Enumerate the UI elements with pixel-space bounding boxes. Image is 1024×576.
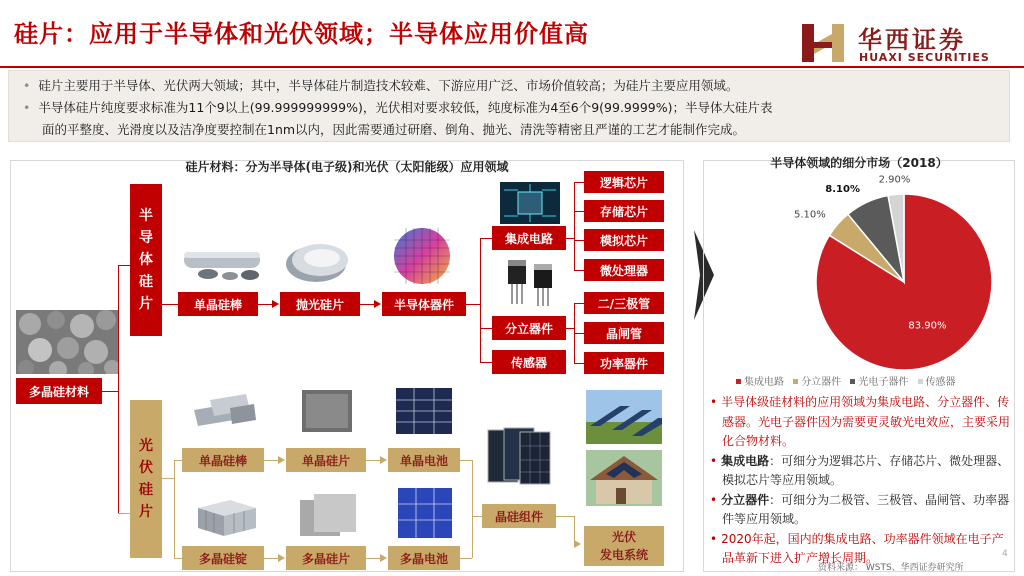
pie-data-label: 5.10% (793, 209, 826, 221)
multi-wafer-image (292, 490, 364, 540)
polished-wafer-image (282, 238, 358, 286)
discrete-device-image (500, 258, 560, 308)
legend-swatch (850, 379, 855, 384)
pv-multi-step-2: 多晶硅片 (286, 546, 366, 570)
connector (480, 238, 492, 239)
arrow-right-icon (380, 554, 387, 562)
connector (480, 238, 481, 362)
connector (466, 304, 480, 305)
summary-line-3: 面的平整度、光滑度以及洁净度要控制在1nm以内，因此需要通过研磨、倒角、抛光、清洗等精密且严谨的工艺才能制作完成。 (42, 122, 746, 137)
pv-mono-step-1: 单晶硅棒 (182, 448, 264, 472)
connector (472, 516, 482, 517)
connector (460, 558, 472, 559)
ic-item-analog: 模拟芯片 (584, 229, 664, 251)
mono-cell-image (392, 386, 456, 436)
connector (118, 265, 119, 513)
category-discrete: 分立器件 (492, 316, 566, 340)
mono-ingot-image (180, 242, 268, 284)
note-4: • 2020年起，国内的集成电路、功率器件领域在电子产品革新下进入扩产增长周期。 (710, 531, 1004, 565)
pv-wafer-branch: 光 伏 硅 片 (130, 400, 162, 558)
connector (118, 265, 130, 266)
connector (566, 238, 574, 239)
mono-wafer-image (296, 386, 358, 436)
pie-data-label: 8.10% (825, 183, 861, 195)
solar-farm-image (586, 390, 662, 444)
header-divider (0, 66, 1024, 68)
page-number: 4 (1002, 549, 1008, 559)
arrow-right-icon (278, 456, 285, 464)
category-sensor: 传感器 (492, 350, 566, 374)
polysilicon-box: 多晶硅材料 (16, 378, 102, 404)
pv-mono-step-2: 单晶硅片 (286, 448, 366, 472)
connector (574, 303, 584, 304)
pie-chart-title: 半导体领域的细分市场（2018） (770, 156, 948, 170)
discrete-item-power: 功率器件 (584, 352, 664, 374)
note-2: • 集成电路：可细分为逻辑芯片、存储芯片、微处理器、模拟芯片等应用领域。 (710, 453, 1010, 487)
discrete-item-diode: 二/三极管 (584, 292, 664, 314)
arrow-right-icon (272, 300, 279, 308)
connector (574, 182, 584, 183)
ic-item-mpu: 微处理器 (584, 259, 664, 281)
bullet-icon: • (23, 100, 31, 115)
category-ic: 集成电路 (492, 226, 566, 250)
legend-swatch (793, 379, 798, 384)
pv-module-image (486, 426, 552, 486)
connector (174, 558, 182, 559)
connector (556, 516, 574, 517)
connector (102, 391, 118, 392)
logo-text-cn: 华西证券 (858, 26, 966, 54)
pv-mono-step-3: 单晶电池 (388, 448, 460, 472)
semi-flow-step-1: 单晶硅棒 (178, 292, 258, 316)
connector (118, 513, 130, 514)
legend-swatch (918, 379, 923, 384)
diagram-title: 硅片材料：分为半导体(电子级)和光伏（太阳能级）应用领域 (185, 160, 509, 174)
wafer-chips-image (392, 226, 452, 286)
pie-data-label: 2.90% (878, 174, 911, 186)
connector (472, 460, 473, 558)
connector (174, 460, 175, 558)
note-3: • 分立器件：可细分为二极管、三极管、晶闸管、功率器件等应用领域。 (710, 492, 1010, 526)
pie-chart (704, 170, 1014, 370)
mono-silicon-rod-image (190, 390, 260, 436)
summary-line-2: • 半导体硅片纯度要求标准为11个9以上(99.999999999%)，光伏相对要求较低，纯度标准为4至6个9(99.9999%)；半导体大硅片表 (23, 100, 773, 115)
notes-list (706, 393, 1014, 569)
connector (162, 478, 174, 479)
connector (574, 211, 584, 212)
ic-chip-image (500, 182, 560, 224)
pie-legend: 集成电路 分立器件 光电子器件 传感器 (730, 373, 956, 388)
connector (566, 328, 574, 329)
multi-cell-image (394, 486, 456, 540)
page-title: 硅片：应用于半导体和光伏领域；半导体应用价值高 (14, 20, 589, 48)
rooftop-solar-image (586, 450, 662, 506)
pv-multi-step-3: 多晶电池 (388, 546, 460, 570)
source-note: 资料来源： WSTS、华西证券研究所 (818, 563, 964, 573)
semi-flow-step-2: 抛光硅片 (280, 292, 360, 316)
ic-item-logic: 逻辑芯片 (584, 171, 664, 193)
connector (162, 304, 178, 305)
summary-line-1: • 硅片主要用于半导体、光伏两大领域；其中，半导体硅片制造技术较难、下游应用广泛、市场价值较高；为硅片主要应用领域。 (23, 78, 739, 93)
discrete-item-thyristor: 晶闸管 (584, 322, 664, 344)
arrow-right-icon (278, 554, 285, 562)
summary-box (8, 70, 1010, 142)
note-1: • 半导体级硅材料的应用领域为集成电路、分立器件、传感器。光电子器件因为需要更灵敏光电效应，主要采用化合物材料。 (710, 395, 1011, 448)
ic-item-memory: 存储芯片 (584, 200, 664, 222)
polysilicon-chunks-image (16, 310, 118, 374)
semi-flow-step-3: 半导体器件 (382, 292, 466, 316)
multi-ingot-image (190, 494, 264, 540)
huaxi-logo-icon (800, 20, 850, 64)
arrow-right-icon (374, 300, 381, 308)
arrow-right-icon (574, 540, 581, 548)
connector (574, 363, 584, 364)
pie-data-label: 83.90% (908, 320, 947, 332)
connector (480, 328, 492, 329)
connector (460, 460, 472, 461)
connector (174, 460, 182, 461)
pv-system-box: 光伏 发电系统 (584, 526, 664, 566)
bullet-icon: • (23, 78, 31, 93)
connector (574, 182, 575, 270)
pv-module-box: 晶硅组件 (482, 504, 556, 528)
connector (574, 333, 584, 334)
connector (480, 362, 492, 363)
pv-multi-step-1: 多晶硅锭 (182, 546, 264, 570)
logo-text-en: HUAXI SECURITIES (859, 51, 990, 64)
semiconductor-wafer-branch: 半 导 体 硅 片 (130, 184, 162, 336)
legend-swatch (736, 379, 741, 384)
arrow-right-icon (380, 456, 387, 464)
connector (574, 270, 584, 271)
connector (574, 240, 584, 241)
